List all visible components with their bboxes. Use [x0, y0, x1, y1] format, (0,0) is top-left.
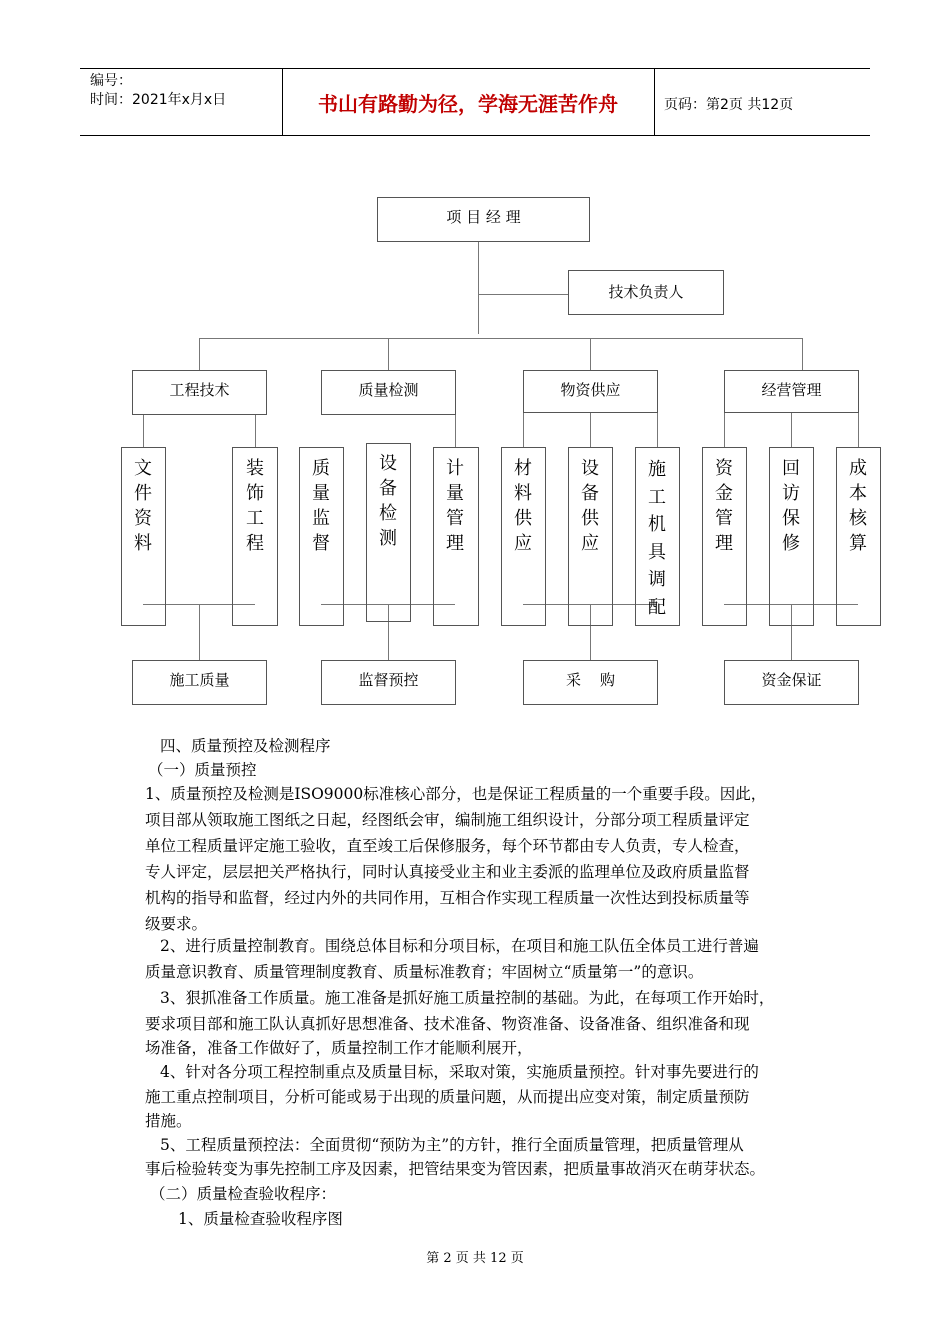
- unit-label: 成本核算: [849, 458, 867, 554]
- page-footer: 第 2 页 共 12 页: [426, 1251, 524, 1266]
- org-assistant-box: [568, 270, 724, 315]
- doc-number-label: 编号：: [90, 73, 132, 89]
- paragraph-line: 1、质量预控及检测是ISO9000标准核心部分，也是保证工程质量的一个重要手段。因此，: [145, 785, 767, 803]
- dept-label: 物资供应: [560, 381, 621, 399]
- header-meta: [90, 72, 226, 110]
- paragraph-line: 2、进行质量控制教育。围绕总体目标和分项目标，在项目和施工队伍全体员工进行普遍: [160, 937, 759, 955]
- dept-result-box: [132, 660, 267, 705]
- paragraph-line: 质量意识教育、质量管理制度教育、质量标准教育；牢固树立“质量第一”的意识。: [145, 963, 704, 981]
- paragraph-line: 级要求。: [145, 915, 208, 933]
- paragraph-line: 机构的指导和监督，经过内外的共同作用，互相合作实现工程质量一次性达到投标质量等: [145, 889, 750, 907]
- unit-label: 文件资料: [134, 458, 152, 554]
- paragraph-line: 专人评定，层层把关严格执行，同时认真接受业主和业主委派的监理单位及政府质量监督: [145, 863, 750, 881]
- dept-result-box: [724, 660, 859, 705]
- org-root-box: [377, 197, 590, 242]
- dept-result-label: 采 购: [565, 671, 616, 689]
- subsection-title: （一）质量预控: [148, 761, 257, 779]
- paragraph-line: 4、针对各分项工程控制重点及质量目标，采取对策，实施质量预控。针对事先要进行的: [160, 1063, 759, 1081]
- unit-label: 设备供应: [581, 458, 599, 554]
- org-root-label: 项 目 经 理: [446, 208, 521, 226]
- dept-box: [523, 370, 658, 413]
- unit-label: 设备检测: [379, 453, 397, 549]
- unit-label: 材料供应: [514, 458, 532, 554]
- org-assistant-label: 技术负责人: [608, 283, 684, 301]
- unit-label: 施工机具调配: [648, 459, 666, 618]
- paragraph-line: 5、工程质量预控法：全面贯彻“预防为主”的方针，推行全面质量管理，把质量管理从: [160, 1136, 744, 1154]
- unit-label: 回访保修: [782, 458, 800, 554]
- header-page-info: 页码：第2页 共12页: [664, 97, 794, 113]
- section-title: 四、质量预控及检测程序: [160, 737, 331, 755]
- dept-box: [321, 370, 456, 415]
- doc-time-label: 时间：2021年x月x日: [90, 92, 227, 108]
- unit-label: 资金管理: [715, 458, 733, 554]
- paragraph-line: 措施。: [145, 1112, 192, 1130]
- dept-label: 经营管理: [761, 381, 822, 399]
- paragraph-line: 单位工程质量评定施工验收，直至竣工后保修服务，每个环节都由专人负责，专人检查，: [145, 837, 750, 855]
- dept-result-box: [321, 660, 456, 705]
- paragraph-line: 3、狠抓准备工作质量。施工准备是抓好施工质量控制的基础。为此，在每项工作开始时，: [160, 989, 775, 1007]
- dept-box: [724, 370, 859, 413]
- unit-label: 质量监督: [312, 458, 330, 554]
- dept-box: [132, 370, 267, 415]
- unit-label: 装饰工程: [246, 458, 264, 554]
- dept-result-box: [523, 660, 658, 705]
- subsection-item: 1、质量检查验收程序图: [178, 1210, 343, 1228]
- dept-result-label: 施工质量: [169, 671, 230, 689]
- subsection-title: （二）质量检查验收程序：: [150, 1185, 337, 1203]
- dept-result-label: 监督预控: [358, 671, 419, 689]
- dept-label: 工程技术: [169, 381, 230, 399]
- paragraph-line: 场准备，准备工作做好了，质量控制工作才能顺利展开，: [145, 1039, 533, 1057]
- unit-label: 计量管理: [446, 458, 464, 554]
- paragraph-line: 要求项目部和施工队认真抓好思想准备、技术准备、物资准备、设备准备、组织准备和现: [145, 1015, 750, 1033]
- dept-result-label: 资金保证: [761, 671, 822, 689]
- paragraph-line: 施工重点控制项目，分析可能或易于出现的质量问题，从而提出应变对策，制定质量预防: [145, 1088, 750, 1106]
- paragraph-line: 项目部从领取施工图纸之日起，经图纸会审，编制施工组织设计，分部分项工程质量评定: [145, 811, 750, 829]
- dept-label: 质量检测: [358, 381, 419, 399]
- header-motto: 书山有路勤为径，学海无涯苦作舟: [318, 92, 618, 116]
- paragraph-line: 事后检验转变为事先控制工序及因素，把管结果变为管因素，把质量事故消灭在萌芽状态。: [145, 1160, 766, 1178]
